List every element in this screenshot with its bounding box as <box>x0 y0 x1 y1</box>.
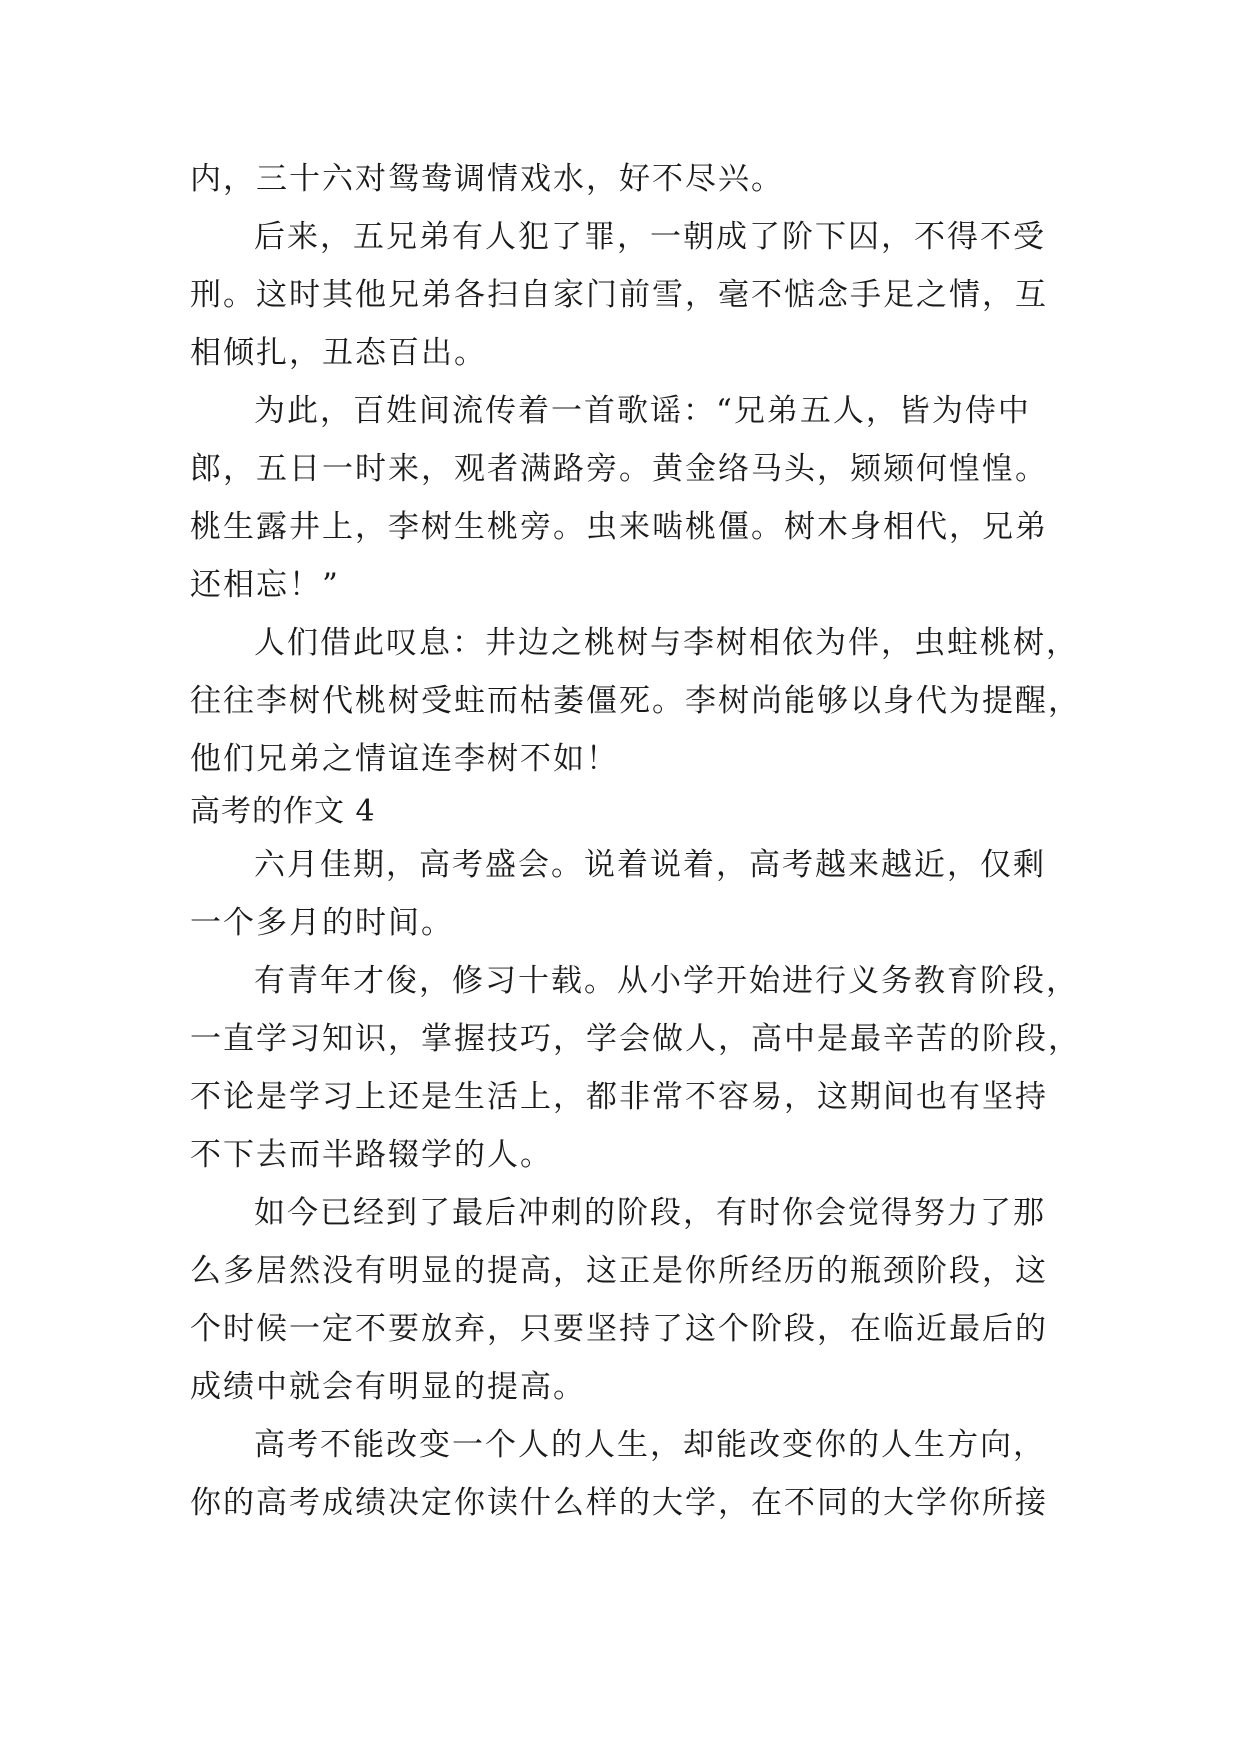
text-line: 不论是学习上还是生活上，都非常不容易，这期间也有坚持 <box>190 1079 1048 1115</box>
text-line: 六月佳期，高考盛会。说着说着，高考越来越近，仅剩 <box>254 847 1046 883</box>
text-line: 往往李树代桃树受蛀而枯萎僵死。李树尚能够以身代为提醒， <box>190 683 1081 719</box>
text-line: 么多居然没有明显的提高，这正是你所经历的瓶颈阶段，这 <box>190 1253 1048 1289</box>
text-line: 不下去而半路辍学的人。 <box>190 1137 553 1173</box>
text-line: 桃生露井上，李树生桃旁。虫来啮桃僵。树木身相代，兄弟 <box>190 509 1048 545</box>
text-line: 人们借此叹息：井边之桃树与李树相依为伴，虫蛀桃树， <box>254 625 1079 661</box>
text-line: 高考不能改变一个人的人生，却能改变你的人生方向， <box>254 1427 1046 1463</box>
text-line: 内，三十六对鸳鸯调情戏水，好不尽兴。 <box>190 161 784 197</box>
text-line: 有青年才俊，修习十载。从小学开始进行义务教育阶段， <box>254 963 1079 999</box>
text-line: 他们兄弟之情谊连李树不如！ <box>190 741 619 777</box>
text-line: 一直学习知识，掌握技巧，学会做人，高中是最辛苦的阶段， <box>190 1021 1081 1057</box>
section-heading: 高考的作文 4 <box>190 794 376 829</box>
text-line: 郎，五日一时来，观者满路旁。黄金络马头，颎颎何惶惶。 <box>190 451 1048 487</box>
document-body <box>190 150 1081 1532</box>
text-line: 为此，百姓间流传着一首歌谣：“兄弟五人，皆为侍中 <box>254 393 1031 429</box>
text-line: 一个多月的时间。 <box>190 905 454 941</box>
text-line: 相倾扎，丑态百出。 <box>190 335 487 371</box>
text-line: 成绩中就会有明显的提高。 <box>190 1369 586 1405</box>
text-line: 你的高考成绩决定你读什么样的大学，在不同的大学你所接 <box>190 1485 1048 1521</box>
text-line: 如今已经到了最后冲刺的阶段，有时你会觉得努力了那 <box>254 1195 1046 1231</box>
text-line: 后来，五兄弟有人犯了罪，一朝成了阶下囚，不得不受 <box>254 219 1046 255</box>
text-line: 个时候一定不要放弃，只要坚持了这个阶段，在临近最后的 <box>190 1311 1048 1347</box>
text-line: 刑。这时其他兄弟各扫自家门前雪，毫不惦念手足之情，互 <box>190 277 1048 313</box>
text-line: 还相忘！” <box>190 567 340 603</box>
